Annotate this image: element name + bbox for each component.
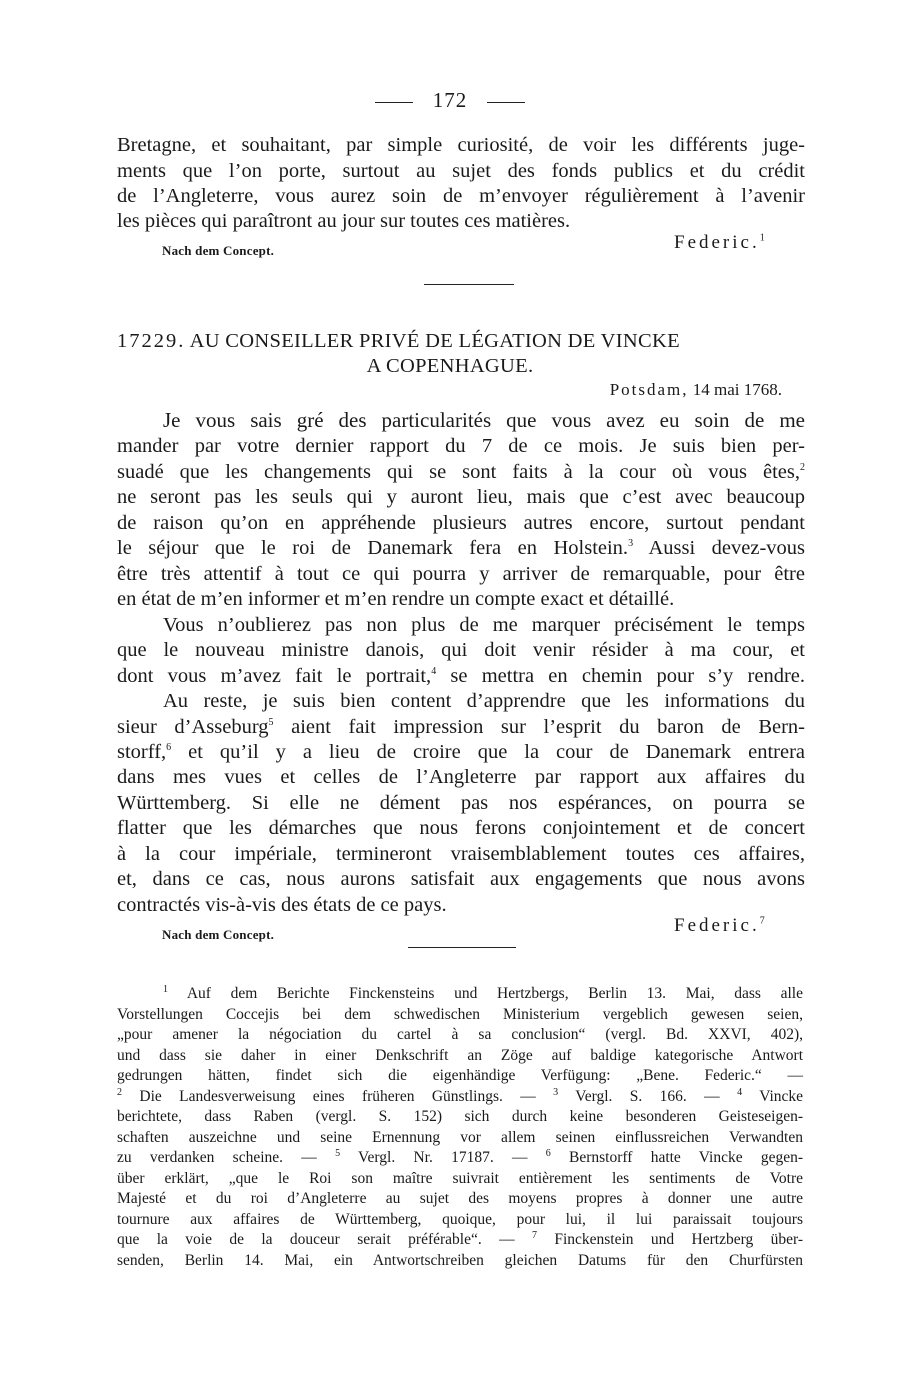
signature: [674, 232, 765, 254]
letter-line: mander par votre dernier rapport du 7 de ce mois. Je suis bien per-: [117, 435, 805, 457]
page-number-dash-left: [375, 102, 413, 103]
letter-line-text: sieur d’Asseburg: [117, 716, 269, 738]
letter-line: et, dans ce cas, nous aurons satisfait aux engagements que nous avons: [117, 868, 805, 890]
prev-letter-line: Bretagne, et souhaitant, par simple curiosité, de voir les différents juge-: [117, 134, 805, 156]
footnote-line: gedrungen hätten, findet sich die eigenhändige Verfügung: „Bene. Federic.“ —: [117, 1067, 803, 1084]
letter-line: contractés vis-à-vis des états de ce pays.: [117, 894, 447, 916]
letter-number: 17229.: [117, 330, 186, 352]
footnote-mark: 7: [531, 1229, 537, 1241]
letter-heading: [117, 330, 805, 353]
letter-line-text: aient fait impression sur l’esprit du baron de Bern-: [291, 716, 805, 738]
footnote-text: Die Landesverweisung eines früheren Günstlings. —: [139, 1088, 536, 1105]
letter-line: à la cour impériale, termineront vraisemblablement toutes ces affaires,: [117, 843, 805, 865]
footnote-text: Auf dem Berichte Finckensteins und Hertzbergs, Berlin 13. Mai, dass alle: [186, 985, 803, 1002]
prev-letter-line: ments que l’on porte, surtout au sujet des fonds publics et du crédit: [117, 160, 805, 182]
letter-line: [117, 740, 805, 764]
page-number-text: 172: [432, 88, 468, 112]
footnote-text: zu verdanken scheine. —: [117, 1149, 317, 1166]
letter-place: Potsdam,: [609, 380, 689, 399]
footnote-line: [163, 984, 803, 1004]
letter-line-text: suadé que les changements qui se sont faits à la cour où vous êtes,: [117, 461, 800, 483]
letter-line: en état de m’en informer et m’en rendre un compte exact et détaillé.: [117, 588, 675, 610]
footnote-text: Bernstorff hatte Vincke gegen-: [569, 1149, 804, 1166]
footnote-line: [117, 1230, 803, 1250]
footnote-line: [117, 1148, 803, 1168]
footnote-mark: 5: [335, 1147, 341, 1159]
letter-heading-place: A COPENHAGUE.: [366, 355, 534, 377]
letter-line: [117, 664, 805, 688]
letter-line: flatter que les démarches que nous ferons conjointement et de concert: [117, 817, 805, 839]
letter-line: que le nouveau ministre danois, qui doit venir résider à ma cour, et: [117, 639, 805, 661]
footnote-mark: 3: [553, 1086, 559, 1098]
footnote-mark: 6: [545, 1147, 551, 1159]
footnote-text: Finckenstein und Hertzberg über-: [554, 1231, 803, 1248]
footnote-line: und dass sie daher in einer Denkschrift an Zöge auf baldige kategorische Antwort: [117, 1047, 803, 1064]
letter-line: Württemberg. Si elle ne dément pas nos espérances, on pourra se: [117, 792, 805, 814]
footnote-mark: 4: [737, 1086, 743, 1098]
letter-line: [117, 536, 805, 560]
footnote-mark: 1: [163, 983, 168, 995]
letter-line: de raison qu’on en appréhende plusieurs autres encore, surtout pendant: [117, 512, 805, 534]
letter-line-text: et qu’il y a lieu de croire que la cour de Danemark entrera: [188, 741, 806, 763]
footnote-ref: 7: [759, 915, 765, 927]
footnote-line: senden, Berlin 14. Mai, ein Antwortschreiben gleichen Datums für den Churfürsten: [117, 1252, 803, 1269]
footnote-text: Vergl. S. 166. —: [575, 1088, 720, 1105]
page-number: [0, 88, 900, 113]
letter-addressee: AU CONSEILLER PRIVÉ DE LÉGATION DE VINCKE: [189, 330, 680, 352]
footnote-line: [117, 1087, 803, 1107]
separator-rule: [424, 284, 514, 285]
footnote-line: Majesté et du roi d’Angleterre au sujet des moyens propres à donner une autre: [117, 1190, 803, 1207]
footnote-line: Vorstellungen Coccejis bei dem schwedischen Ministerium vergeblich gewesen seien,: [117, 1006, 803, 1023]
letter-line: Je vous sais gré des particularités que vous avez eu soin de me: [163, 408, 805, 432]
footnote-line: berichtete, dass Raben (vergl. S. 152) sich durch keine besonderen Geisteseigen-: [117, 1108, 803, 1125]
footnote-ref: 4: [431, 666, 437, 678]
footnote-text: Vincke: [759, 1088, 804, 1105]
footnote-ref: 1: [759, 232, 765, 244]
signature: [674, 915, 765, 937]
footnote-line: „pour amener la négociation du cartel à sa conclusion“ (vergl. Bd. XXVI, 402),: [117, 1026, 803, 1043]
letter-line-text: storff,: [117, 741, 167, 763]
footnote-mark: 2: [117, 1086, 122, 1098]
footnote-ref: 6: [166, 742, 172, 754]
letter-dateline: [610, 380, 782, 400]
footnote-line: über erklärt, „que le Roi son maître suivrait entièrement les sentiments de Votre: [117, 1170, 803, 1187]
letter-line: Vous n’oublierez pas non plus de me marquer précisément le temps: [163, 614, 805, 636]
letter-line-text: dont vous m’avez fait le portrait,: [117, 665, 432, 687]
source-note: Nach dem Concept.: [162, 243, 275, 258]
letter-line-text: Aussi devez-vous: [648, 537, 805, 559]
prev-letter-line: les pièces qui paraîtront au jour sur toutes ces matières.: [117, 210, 571, 232]
source-note: Nach dem Concept.: [162, 927, 275, 942]
footnote-line: tournure aux affaires de Württemberg, quoique, pour lui, il lui paraissait toujours: [117, 1211, 803, 1228]
footnote-ref: 3: [628, 538, 634, 550]
footnote-text: que la voie de la douceur serait préférable“. —: [117, 1231, 515, 1248]
signature-text: Federic.: [674, 915, 760, 936]
separator-rule: [408, 947, 516, 948]
footnote-line: schaften auszeichne und seine Ernennung vor allem seinen einflussreichen Verwandten: [117, 1129, 803, 1146]
letter-date: 14 mai 1768.: [692, 380, 782, 399]
prev-letter-line: de l’Angleterre, vous aurez soin de m’envoyer régulièrement à l’avenir: [117, 185, 805, 207]
page-number-dash-right: [487, 102, 525, 103]
footnote-ref: 5: [268, 717, 274, 729]
letter-line-text: se mettra en chemin pour s’y rendre.: [450, 665, 805, 687]
letter-line: ne seront pas les seuls qui y auront lieu, mais que c’est avec beaucoup: [117, 486, 805, 508]
letter-line: dans mes vues et celles de l’Angleterre par rapport aux affaires du: [117, 766, 805, 788]
letter-line-text: le séjour que le roi de Danemark fera en Holstein.: [117, 537, 629, 559]
letter-line: [117, 460, 805, 484]
signature-text: Federic.: [674, 232, 760, 253]
letter-line: être très attentif à tout ce qui pourra y arriver de remarquable, pour être: [117, 563, 805, 585]
letter-line: [117, 715, 805, 739]
footnote-ref: 2: [800, 462, 805, 474]
letter-line: Au reste, je suis bien content d’apprendre que les informations du: [163, 690, 805, 712]
footnote-text: Vergl. Nr. 17187. —: [358, 1149, 528, 1166]
